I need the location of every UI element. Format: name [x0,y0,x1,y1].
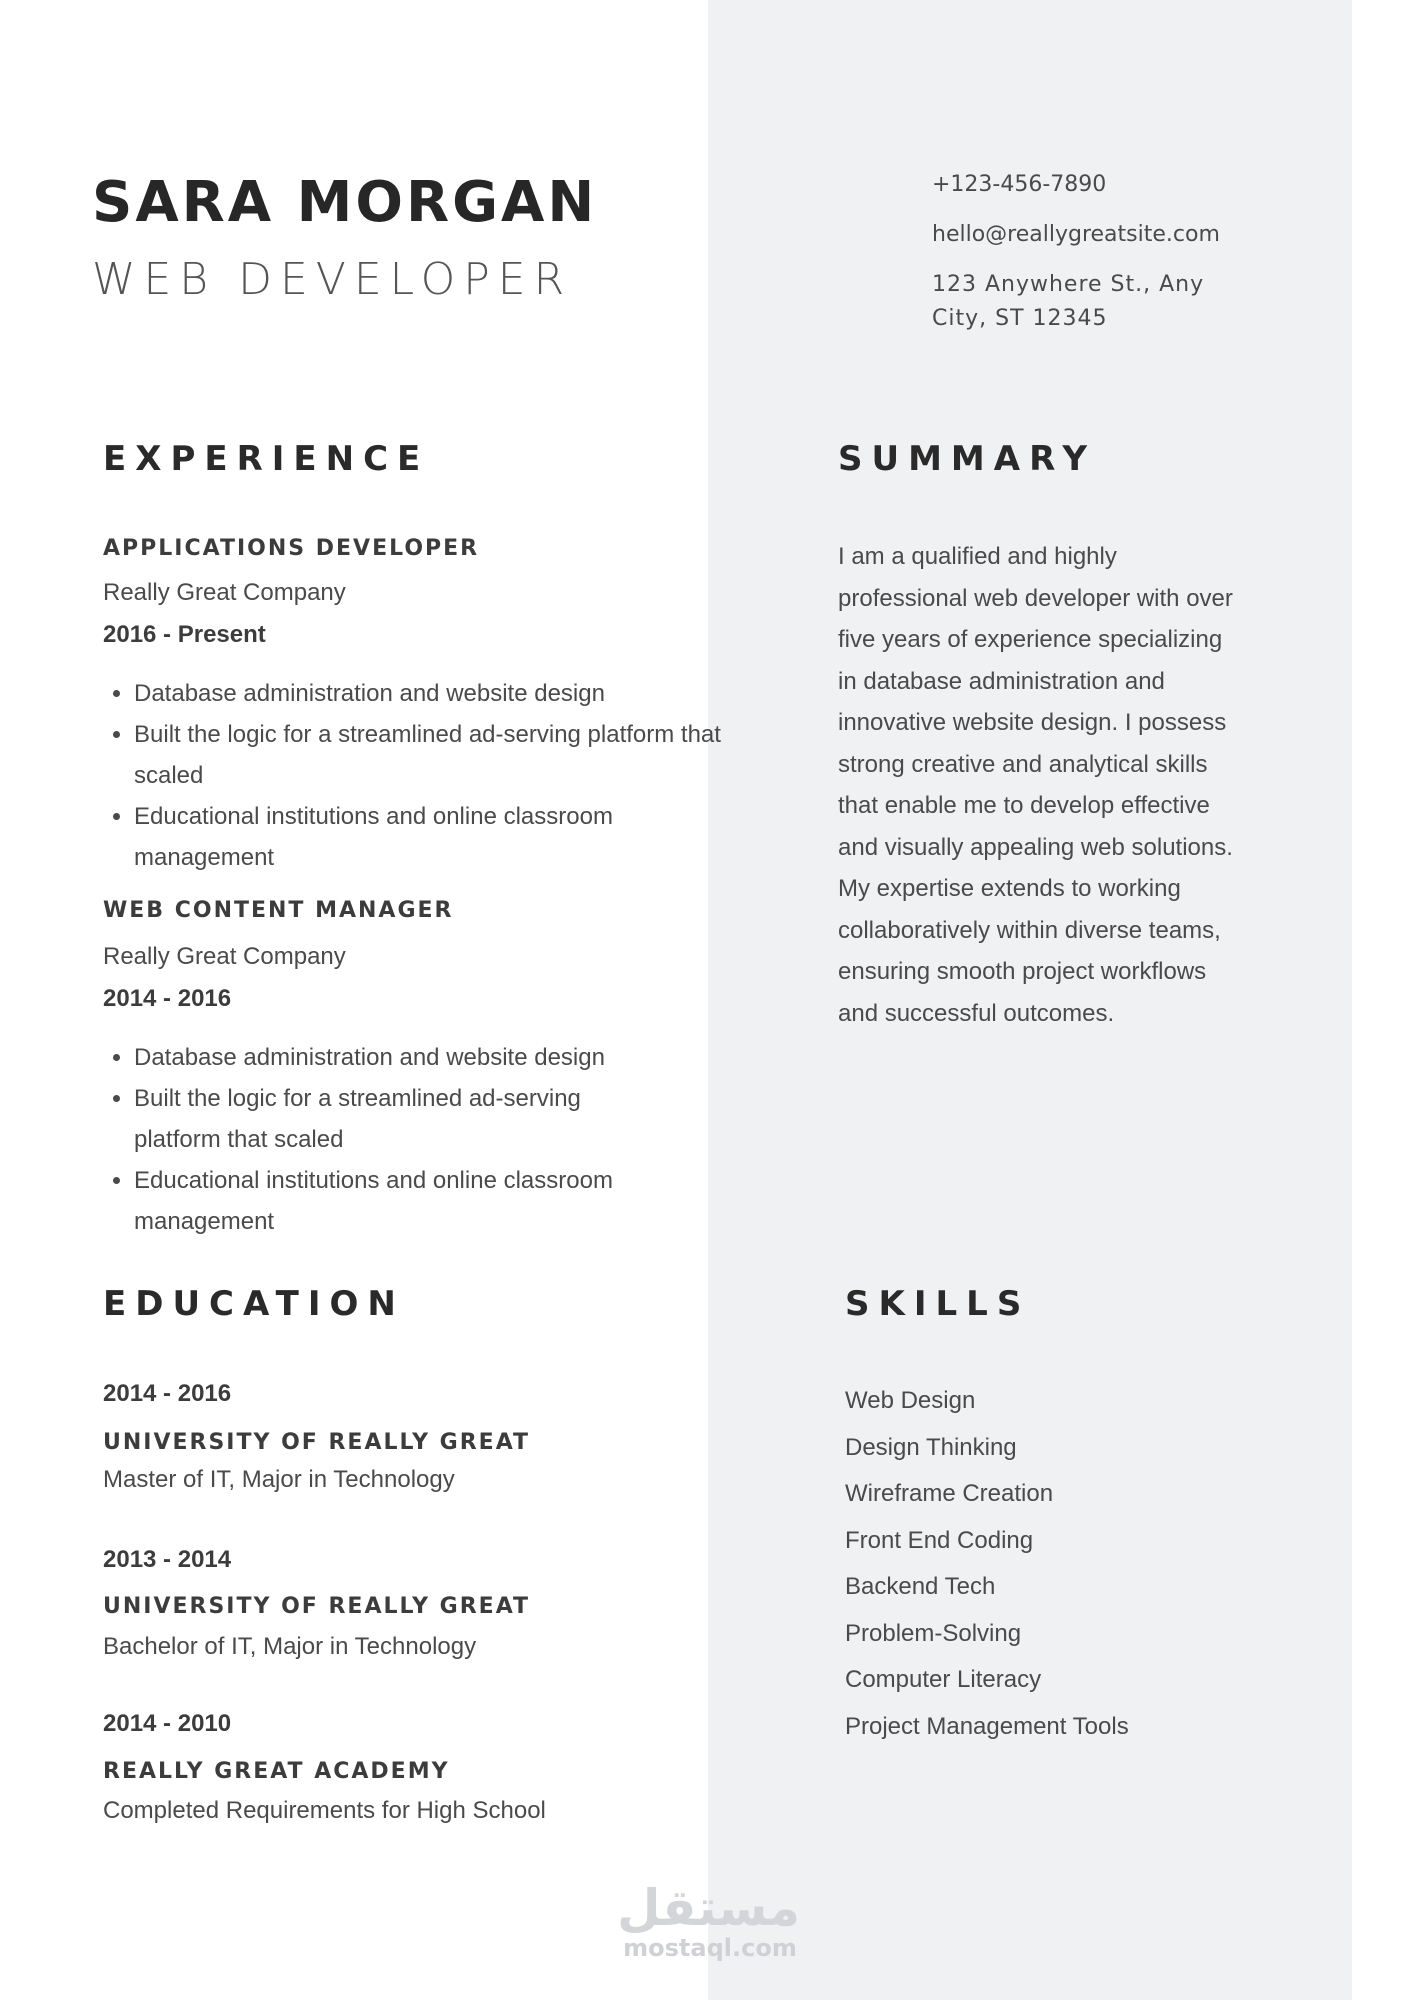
contact-email: hello@reallygreatsite.com [932,222,1220,247]
job-1-bullets [104,673,734,878]
job-2-bullet-2: • Built the logic for a streamlined ad-serving platform that scaled [134,1078,674,1160]
job-2-company: Really Great Company [103,943,346,970]
contact-phone: +123-456-7890 [932,172,1107,197]
candidate-name: SARA MORGAN [92,170,598,235]
skill-item: Backend Tech [845,1573,996,1600]
skill-item: Wireframe Creation [845,1480,1054,1507]
job-2-title: WEB CONTENT MANAGER [103,898,454,923]
skill-item: Computer Literacy [845,1666,1042,1693]
contact-address [932,268,1232,336]
edu-3-degree: Completed Requirements for High School [103,1797,546,1824]
job-1-title: APPLICATIONS DEVELOPER [103,536,480,561]
skill-item: Design Thinking [845,1433,1017,1461]
skill-item: Problem-Solving [845,1619,1022,1647]
watermark-logo: مستقل [617,1879,800,1937]
summary-text: I am a qualified and highly professional web developer with over five years of experience specializing in database administration and innovative website design. I possess strong creative and analytical skills that enable me to develop effective and visually appealing web solutions. My expertise extends to working collaboratively within diverse teams, ensuring smooth project workflows and successful outcomes. [838,543,1233,1027]
edu-3-school: REALLY GREAT ACADEMY [103,1759,450,1784]
edu-2-degree: Bachelor of IT, Major in Technology [103,1633,477,1660]
job-1-bullet-3: • Educational institutions and online classroom management [134,796,734,878]
job-2-dates: 2014 - 2016 [103,985,232,1012]
education-heading: EDUCATION [103,1284,405,1324]
skills-list [845,1378,1129,1750]
job-2-bullets [104,1037,674,1242]
job-1-company: Really Great Company [103,579,346,606]
skill-item: Project Management Tools [845,1712,1129,1740]
address-line-2: City, ST 12345 [932,306,1108,331]
job-1-dates: 2016 - Present [103,621,266,648]
edu-1-degree: Master of IT, Major in Technology [103,1466,455,1493]
skills-heading: SKILLS [845,1284,1031,1324]
experience-heading: EXPERIENCE [103,439,430,479]
watermark-text: mostaql.com [623,1934,797,1962]
contact-block [932,168,1232,336]
edu-1-school: UNIVERSITY OF REALLY GREAT [103,1430,531,1455]
summary-heading: SUMMARY [838,439,1097,479]
edu-2-school: UNIVERSITY OF REALLY GREAT [103,1594,531,1619]
job-2-bullet-1: • Database administration and website design [134,1037,674,1078]
job-2-bullet-3: • Educational institutions and online classroom management [134,1160,674,1242]
job-title-heading: WEB DEVELOPER [92,254,573,305]
job-1-bullet-1: • Database administration and website design [134,673,734,714]
skill-item: Web Design [845,1387,976,1414]
edu-1-years: 2014 - 2016 [103,1380,232,1407]
skill-item: Front End Coding [845,1526,1034,1554]
edu-2-years: 2013 - 2014 [103,1546,232,1573]
edu-3-years: 2014 - 2010 [103,1710,232,1737]
job-1-bullet-2: • Built the logic for a streamlined ad-serving platform that scaled [134,714,734,796]
address-line-1: 123 Anywhere St., Any [932,272,1205,297]
